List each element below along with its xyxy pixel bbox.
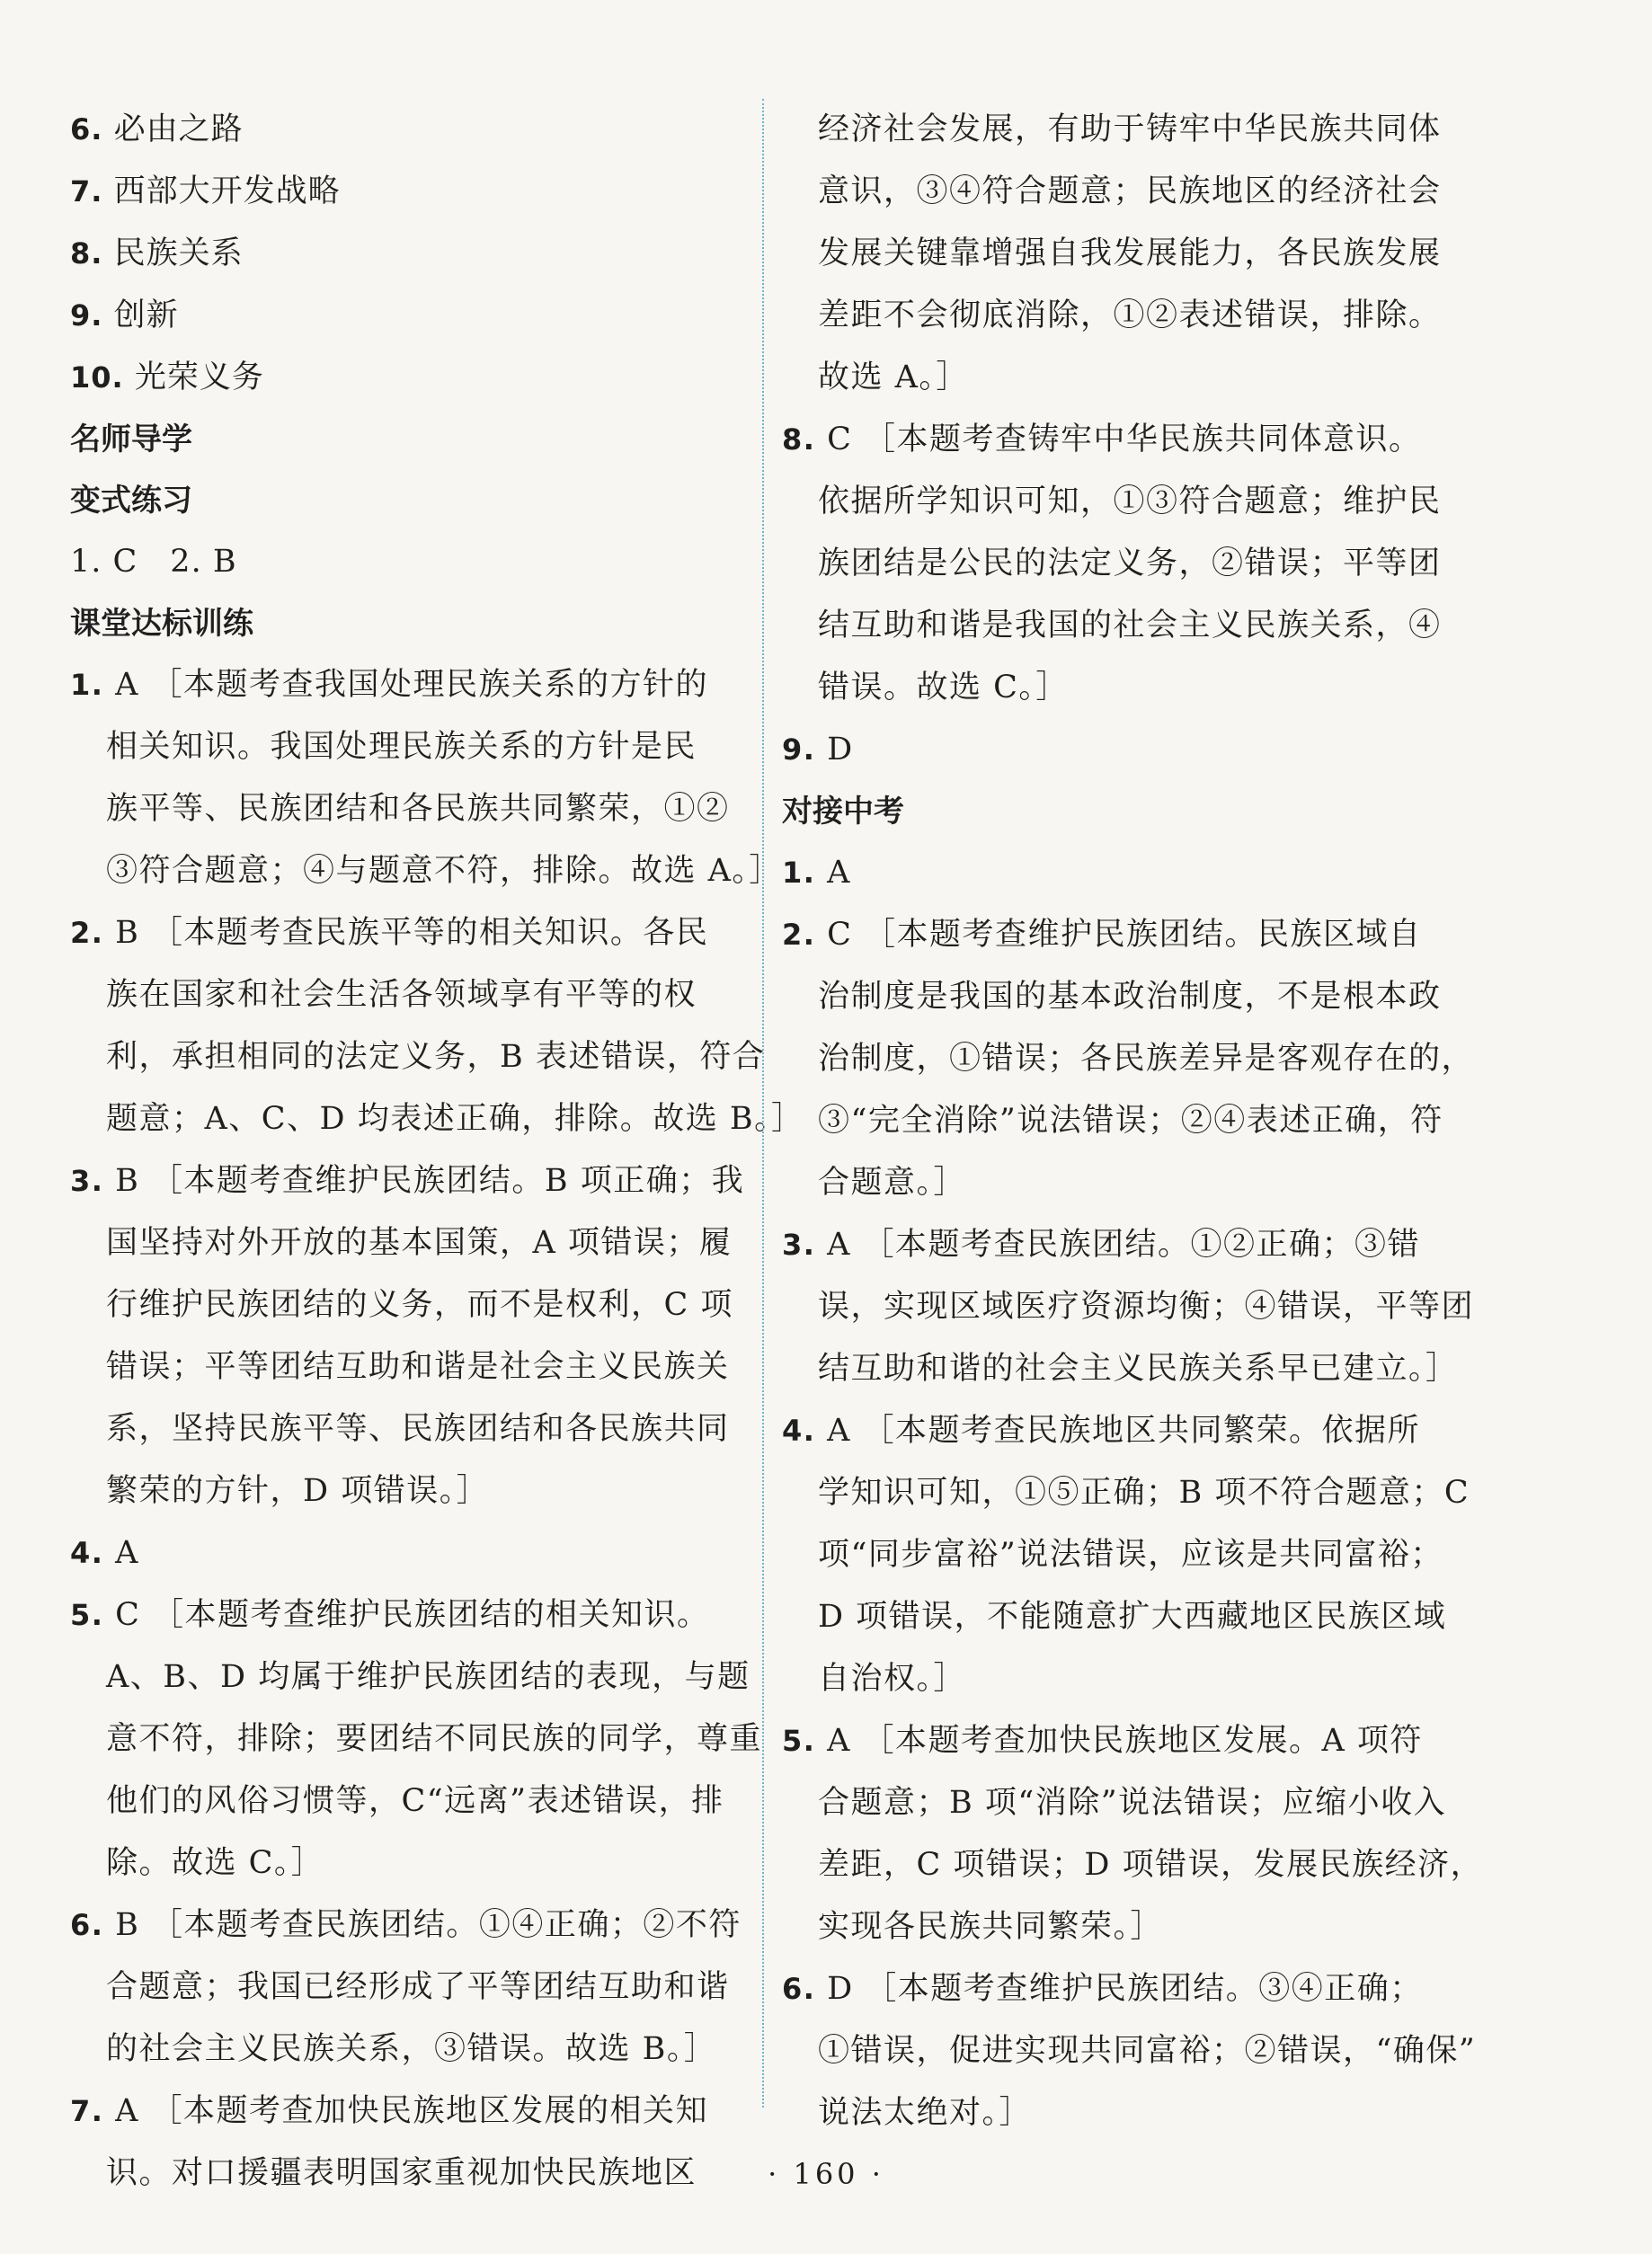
answer-line [782,595,1465,657]
answer-line [70,1460,744,1522]
answer-number: 9. [782,732,816,767]
page-number: 160 [793,2157,859,2191]
answer-number: 2. [782,918,816,952]
answer-line [782,1772,1465,1834]
answer-text: 意不符，排除；要团结不同民族的同学，尊重 [106,1721,763,1757]
page-footer [0,2157,1652,2191]
answer-line [70,1770,744,1832]
item-text: 西部大开发战略 [113,173,341,209]
fill-item [70,347,744,409]
answer-text: D [827,732,854,768]
heading-ketang: 课堂达标训练 [70,606,253,642]
answer-number: 5. [70,1598,104,1632]
fill-items [70,99,744,409]
answer-line [70,1398,744,1460]
answer-number: 1. [70,668,104,702]
answer-text: 错误。故选 C。］ [818,670,1069,705]
answer-text: 族平等、民族团结和各民族共同繁荣，①② [106,791,730,827]
right-column [782,99,1484,2144]
answer-line [70,1088,804,1150]
left-column [70,99,804,2205]
answer-text: ③“完全消除”说法错误；②④表述正确，符 [818,1103,1443,1139]
answer-line: 差距不会彻底消除，①②表述错误，排除。 [818,297,1442,333]
answer-line [70,1274,744,1336]
answer-text: 他们的风俗习惯等，C“远离”表述错误，排 [106,1783,724,1819]
item-text: 民族关系 [113,235,244,271]
answer-line [782,409,1465,471]
answer-line [70,902,744,964]
item-number: 10. [70,360,124,395]
answer-entry [70,902,804,1150]
answer-line [782,1028,1475,1090]
answer-text: 结互助和谐的社会主义民族关系早已建立。］ [818,1351,1459,1387]
fill-item [70,99,744,161]
answer-line [782,1338,1465,1400]
answer-entry [782,1214,1475,1400]
heading-mingshi: 名师导学 [70,422,192,457]
fill-item [70,285,744,347]
fill-item [70,161,744,223]
answer-line [70,1708,763,1770]
answer-line: 意识，③④符合题意；民族地区的经济社会 [818,173,1442,209]
answer-text: 行维护民族团结的义务，而不是权利，C 项 [106,1287,733,1323]
bianshi-answers: 1. C 2. B [70,544,237,580]
answer-entry [782,1958,1477,2144]
answer-entry [70,1522,744,1584]
answer-line [70,1646,751,1708]
answer-line [70,2081,744,2143]
answer-text: 实现各民族共同繁荣。］ [818,1909,1164,1945]
answer-line [782,2020,1477,2082]
answer-line [70,1336,744,1398]
answer-number: 3. [782,1228,816,1262]
answer-entry [70,1584,763,1895]
answer-text: 差距，C 项错误；D 项错误，发展民族经济， [818,1847,1484,1883]
duijie-answer-list [782,842,1484,2144]
answer-text: C ［本题考查维护民族团结。民族区域自 [827,917,1422,953]
fill-item [70,223,744,285]
answer-entry [782,1400,1470,1710]
answer-text: 相关知识。我国处理民族关系的方针是民 [106,729,697,765]
answer-line [782,2082,1465,2144]
answer-number: 6. [70,1908,104,1942]
answer-line [782,1214,1465,1276]
answer-entry [70,1895,744,2081]
answer-line [782,1586,1465,1648]
answer-text: A ［本题考查民族团结。①②正确；③错 [827,1227,1420,1263]
answer-text: ①错误，促进实现共同富裕；②错误，“确保” [818,2033,1477,2069]
answer-number: 4. [782,1414,816,1448]
answer-line [70,654,744,716]
answer-line [782,1276,1475,1338]
answer-entry [782,842,1465,904]
answer-line [70,1584,744,1646]
answer-text: 依据所学知识可知，①③符合题意；维护民 [818,484,1442,519]
answer-line [70,2019,744,2081]
answer-entry [782,1710,1484,1958]
item-number: 6. [70,112,103,146]
answer-line [782,719,1465,781]
answer-entry [70,1150,744,1522]
answer-line [782,657,1465,719]
answer-line [782,533,1465,595]
answer-line [782,1710,1465,1772]
answer-text: 国坚持对外开放的基本国策，A 项错误；履 [106,1225,733,1261]
answer-number: 6. [782,1972,816,2006]
answer-number: 2. [70,916,104,950]
answer-number: 4. [70,1536,104,1570]
answer-line [782,1152,1465,1214]
answer-text: D 项错误，不能随意扩大西藏地区民族区域 [818,1599,1447,1635]
answer-text: 结互助和谐是我国的社会主义民族关系，④ [818,608,1442,643]
answer-line: 发展关键靠增强自我发展能力，各民族发展 [818,235,1442,271]
answer-text: A、B、D 均属于维护民族团结的表现，与题 [106,1659,751,1695]
answer-text: 繁荣的方针，D 项错误。］ [106,1473,490,1509]
answer-text: 系，坚持民族平等、民族团结和各民族共同 [106,1411,730,1447]
answer-text: C ［本题考查维护民族团结的相关知识。 [115,1597,710,1633]
answer-text: A ［本题考查加快民族地区发展。A 项符 [827,1723,1423,1759]
answer-text: 合题意。］ [818,1165,967,1201]
answer-number: 3. [70,1164,104,1198]
answer-text: 项“同步富裕”说法错误，应该是共同富裕； [818,1537,1443,1573]
answer-text: 利，承担相同的法定义务，B 表述错误，符合 [106,1039,766,1075]
heading-duijie: 对接中考 [782,794,904,830]
answer-text: 识。对口援疆表明国家重视加快民族地区 [106,2155,697,2191]
answer-line [70,716,744,778]
continued-answer [782,99,1465,409]
answer-text: B ［本题考查维护民族团结。B 项正确；我 [115,1163,745,1199]
answer-text: 合题意；我国已经形成了平等团结互助和谐 [106,1969,730,2005]
answer-text: A ［本题考查我国处理民族关系的方针的 [115,667,708,703]
item-number: 7. [70,174,103,209]
answer-text: 题意；A、C、D 均表述正确，排除。故选 B。］ [106,1101,804,1137]
answer-text: C ［本题考查铸牢中华民族共同体意识。 [827,422,1422,457]
answer-line [782,966,1465,1028]
answer-number: 8. [782,422,816,457]
answer-text: A ［本题考查民族地区共同繁荣。依据所 [827,1413,1420,1449]
answer-text: A [115,1535,139,1571]
answer-text: B ［本题考查民族平等的相关知识。各民 [115,915,709,951]
answer-text: A ［本题考查加快民族地区发展的相关知 [115,2093,708,2129]
footer-dot-right: · [871,2157,884,2191]
answer-line [782,1090,1465,1152]
answer-text: 说法太绝对。］ [818,2095,1033,2131]
answer-entry [70,654,782,902]
answer-number: 1. [782,856,816,890]
item-number: 8. [70,236,103,271]
answer-text: 学知识可知，①⑤正确；B 项不符合题意；C [818,1475,1470,1511]
column-divider [762,99,764,2108]
answer-text: 族团结是公民的法定义务，②错误；平等团 [818,546,1442,581]
answer-line [782,842,1465,904]
answer-text: D ［本题考查维护民族团结。③④正确； [827,1971,1423,2007]
answer-text: B ［本题考查民族团结。①④正确；②不符 [115,1907,742,1943]
item-text: 光荣义务 [134,359,264,395]
ketang-answer-list [70,654,804,2205]
item-text: 创新 [113,297,179,333]
answer-line [782,1958,1465,2020]
footer-dot-left: · [768,2157,781,2191]
answer-line [782,1462,1470,1524]
ketang-answer-list-continued [782,409,1465,781]
answer-line [70,778,744,840]
item-text: 必由之路 [113,111,244,147]
answer-text: A [827,855,851,891]
answer-text: 误，实现区域医疗资源均衡；④错误，平等团 [818,1289,1475,1325]
answer-line [70,1895,744,1957]
answer-line: 故选 A。］ [818,359,969,395]
answer-text: 的社会主义民族关系，③错误。故选 B。］ [106,2031,717,2067]
answer-text: 除。故选 C。］ [106,1845,324,1881]
answer-text: 治制度，①错误；各民族差异是客观存在的， [818,1041,1475,1077]
answer-entry [782,409,1465,719]
answer-text: 治制度是我国的基本政治制度，不是根本政 [818,979,1442,1015]
answer-line [782,1400,1465,1462]
answer-line [70,1150,744,1212]
answer-line [70,1832,744,1895]
answer-line [70,1026,766,1088]
answer-line [782,1648,1465,1710]
answer-line: 经济社会发展，有助于铸牢中华民族共同体 [818,111,1442,147]
answer-line [70,1212,744,1274]
answer-number: 7. [70,2094,104,2128]
answer-text: ③符合题意；④与题意不符，排除。故选 A。］ [106,853,782,889]
answer-number: 5. [782,1724,816,1758]
answer-line [782,1896,1465,1958]
answer-entry [782,904,1475,1214]
answer-text: 族在国家和社会生活各领域享有平等的权 [106,977,697,1013]
answer-line [70,964,744,1026]
answer-line [70,840,782,902]
heading-bianshi: 变式练习 [70,483,192,519]
answer-line [70,1522,744,1584]
answer-entry [782,719,1465,781]
answer-text: 合题意；B 项“消除”说法错误；应缩小收入 [818,1785,1447,1821]
answer-line [70,1957,744,2019]
answer-line [782,471,1465,533]
item-number: 9. [70,298,103,333]
answer-line [782,1834,1484,1896]
answer-line [782,904,1465,966]
answer-line [782,1524,1465,1586]
answer-text: 自治权。］ [818,1661,967,1697]
answer-text: 错误；平等团结互助和谐是社会主义民族关 [106,1349,730,1385]
